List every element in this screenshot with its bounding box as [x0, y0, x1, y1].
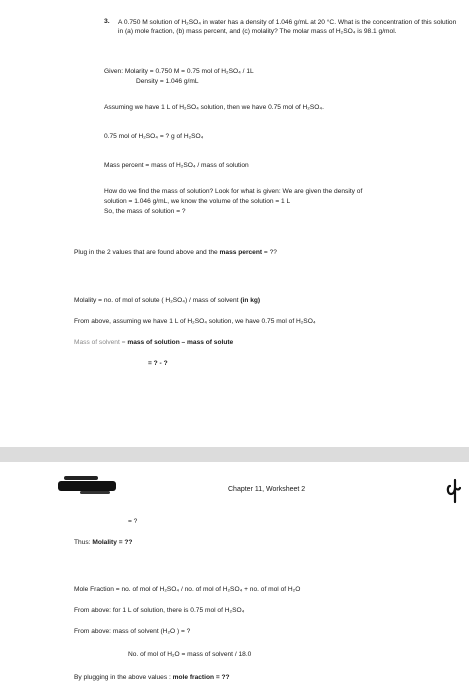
problem-text: A 0.750 M solution of H₂SO₄ in water has a density of 1.046 g/mL at 20 °C. What is the concentration of this solution in (a) mole fraction, (b) mass percent, and (c) molality? The molar mass of H₂SO₄ is 98.1 g/mol.: [118, 19, 457, 35]
thus-molality: Thus: Molality = ??: [74, 539, 133, 546]
handwritten-mark-icon: [445, 478, 461, 504]
from-above-2: From above: mass of solvent (H₂O ) = ?: [74, 628, 191, 635]
redaction-mark: [64, 476, 98, 480]
question-line-1: How do we find the mass of solution? Look for what is given: We are given the density of: [104, 188, 363, 195]
assume-line: Assuming we have 1 L of H₂SO₄ solution, then we have 0.75 mol of H₂SO₄.: [104, 104, 324, 111]
mass-solvent-line: Mass of solvent = mass of solution – mass of solute: [74, 339, 234, 346]
equals-blank: = ?: [128, 518, 138, 525]
redaction-mark-tail: [80, 491, 110, 494]
page-divider: [0, 447, 469, 462]
by-plugging-line: By plugging in the above values : mole fraction = ??: [74, 674, 230, 681]
redaction-scribble: [58, 481, 116, 491]
worksheet-page-2: [0, 462, 469, 700]
given-density: Density = 1.046 g/mL: [136, 78, 199, 85]
molality-formula: Molality = no. of mol of solute ( H₂SO₄) / mass of solvent (in kg): [74, 297, 261, 304]
no-mol-water: No. of mol of H₂O = mass of solvent / 18.0: [128, 651, 252, 658]
plug-in-line: Plug in the 2 values that are found above and the mass percent = ??: [74, 249, 277, 256]
question-line-3: So, the mass of solution = ?: [104, 208, 186, 215]
problem-number: 3.: [104, 18, 110, 25]
blanks-line: = ? - ?: [148, 360, 168, 367]
mass-percent-formula: Mass percent = mass of H₂SO₄ / mass of solution: [104, 162, 249, 169]
from-above-1: From above: for 1 L of solution, there is 0.75 mol of H₂SO₄: [74, 607, 245, 614]
mole-fraction-formula: Mole Fraction = no. of mol of H₂SO₄ / no. of mol of H₂SO₄ + no. of mol of H₂O: [74, 586, 301, 593]
molality-from-above: From above, assuming we have 1 L of H₂SO₄ solution, we have 0.75 mol of H₂SO₄: [74, 318, 316, 325]
question-line-2: solution = 1.046 g/mL, we know the volume of the solution = 1 L: [104, 198, 291, 205]
given-molarity: Given: Molarity = 0.750 M = 0.75 mol of H₂SO₄ / 1L: [104, 68, 254, 75]
convert-line: 0.75 mol of H₂SO₄ = ? g of H₂SO₄: [104, 133, 204, 140]
chapter-header: Chapter 11, Worksheet 2: [228, 486, 306, 493]
